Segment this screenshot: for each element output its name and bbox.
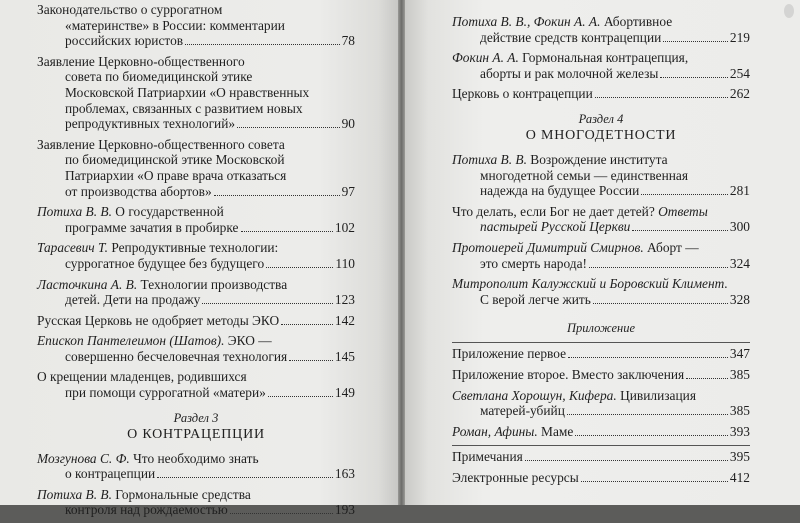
toc-entry-title: Цивилизация bbox=[616, 387, 696, 403]
toc-entry-text bbox=[452, 449, 523, 465]
leader-dots bbox=[281, 324, 333, 325]
page-number: 393 bbox=[729, 423, 750, 439]
toc-entry-text bbox=[452, 86, 593, 102]
toc-entry-title: пастырей Русской Церкви bbox=[480, 219, 631, 235]
book-gutter bbox=[398, 0, 405, 505]
toc-entry-line bbox=[452, 367, 750, 383]
toc-entry-line bbox=[452, 276, 750, 292]
toc-entry-title: Русская Церковь не одобряет методы ЭКО bbox=[37, 312, 280, 328]
leader-dots bbox=[632, 230, 728, 231]
toc-entry bbox=[37, 487, 355, 518]
toc-entry-line bbox=[37, 101, 355, 117]
toc-entry bbox=[452, 346, 750, 362]
toc-entry-text bbox=[65, 69, 252, 84]
page-shadow-mark bbox=[784, 4, 794, 18]
toc-entry-title: Гормональная контрацепция, bbox=[518, 50, 689, 66]
toc-entry-title: Гормональные средства bbox=[111, 486, 251, 502]
toc-entry-line bbox=[37, 349, 355, 365]
section-label: Раздел 3 bbox=[173, 410, 219, 425]
toc-entry bbox=[37, 137, 355, 199]
leader-dots bbox=[525, 460, 728, 461]
toc-left bbox=[37, 2, 355, 523]
toc-entry-title: от производства абортов» bbox=[65, 183, 212, 199]
toc-entries-group bbox=[37, 451, 355, 518]
page-number: 324 bbox=[729, 255, 750, 271]
toc-entries-group bbox=[452, 152, 750, 307]
toc-entry-author: Епископ Пантелеимон (Шатов). bbox=[37, 333, 225, 349]
leader-dots bbox=[568, 357, 728, 358]
toc-entry-text bbox=[37, 2, 222, 17]
toc-entry-title: «материнстве» в России: комментарии bbox=[65, 17, 285, 33]
toc-entry-text bbox=[65, 220, 239, 236]
toc-entry bbox=[37, 369, 355, 400]
toc-entry bbox=[452, 204, 750, 235]
toc-entry-author: Митрополит Калужский и Боровский Климент. bbox=[452, 276, 728, 292]
toc-entry-text bbox=[37, 451, 259, 466]
page-number: 385 bbox=[729, 403, 750, 419]
toc-entry bbox=[37, 204, 355, 235]
toc-entry-text bbox=[452, 388, 696, 403]
toc-entry-line bbox=[452, 152, 750, 168]
toc-entry-line bbox=[37, 240, 355, 256]
toc-entry-author: Ласточкина А. В. bbox=[37, 276, 138, 292]
toc-entry-text bbox=[37, 333, 272, 348]
page-number: 142 bbox=[334, 312, 355, 328]
toc-entry-line bbox=[37, 333, 355, 349]
toc-entry-title: С верой легче жить bbox=[480, 291, 591, 307]
toc-entry-line bbox=[452, 219, 750, 235]
toc-entry-text bbox=[480, 168, 688, 183]
toc-entry-line bbox=[452, 403, 750, 419]
appendix-label: Приложение bbox=[566, 321, 636, 336]
toc-entry-text bbox=[480, 403, 565, 419]
toc-entry-author: Светлана Хорошун, Кифера. bbox=[452, 387, 617, 403]
toc-entry-line bbox=[452, 449, 750, 465]
toc-entry-line bbox=[452, 30, 750, 46]
toc-entry-title: Приложение первое bbox=[452, 346, 567, 362]
toc-entry bbox=[452, 470, 750, 486]
toc-entry-text bbox=[37, 137, 285, 152]
toc-entry-line bbox=[37, 33, 355, 49]
page-number: 123 bbox=[334, 292, 355, 308]
toc-entries-group bbox=[37, 2, 355, 401]
toc-entry-title: Московской Патриархии «О нравственных bbox=[65, 84, 310, 100]
toc-entry-line bbox=[37, 116, 355, 132]
toc-entry-line bbox=[37, 152, 355, 168]
toc-entry-line bbox=[37, 385, 355, 401]
toc-entry-title: О крещении младенцев, родившихся bbox=[37, 369, 247, 385]
toc-entry bbox=[452, 14, 750, 45]
right-page bbox=[405, 0, 800, 505]
toc-entry-title: российских юристов bbox=[65, 33, 184, 49]
leader-dots bbox=[289, 360, 333, 361]
toc-entry-author: Потиха В. В. bbox=[37, 204, 112, 220]
toc-entry-title: Что необходимо знать bbox=[129, 450, 259, 466]
toc-entry-text bbox=[480, 219, 630, 235]
toc-entry-title: Электронные ресурсы bbox=[452, 469, 579, 485]
toc-entry-text bbox=[65, 184, 212, 200]
toc-entry-line bbox=[37, 220, 355, 236]
toc-entry-title: аборты и рак молочной железы bbox=[480, 65, 659, 81]
toc-entry-title: по биомедицинской этике Московской bbox=[65, 152, 285, 168]
toc-entry bbox=[452, 424, 750, 440]
toc-entry bbox=[37, 54, 355, 132]
page-number: 347 bbox=[729, 346, 750, 362]
toc-entry-text bbox=[37, 369, 247, 384]
toc-entry-line bbox=[37, 54, 355, 70]
toc-entry-line bbox=[452, 168, 750, 184]
toc-entry-text bbox=[480, 292, 591, 308]
toc-entry bbox=[37, 451, 355, 482]
toc-entry-text bbox=[37, 54, 245, 69]
toc-entry bbox=[37, 313, 355, 329]
page-number: 385 bbox=[729, 366, 750, 382]
toc-entry bbox=[452, 388, 750, 419]
toc-entry-title: репродуктивных технологий» bbox=[65, 116, 236, 132]
toc-entry-italic: Ответы bbox=[658, 203, 708, 219]
toc-entry-title: Примечания bbox=[452, 449, 523, 465]
leader-dots bbox=[157, 477, 333, 478]
leader-dots bbox=[241, 231, 333, 232]
page-number: 395 bbox=[729, 449, 750, 465]
page-number: 254 bbox=[729, 65, 750, 81]
toc-entry bbox=[452, 152, 750, 199]
toc-entry-text bbox=[65, 385, 266, 401]
toc-entry-text bbox=[480, 256, 587, 272]
toc-entry bbox=[452, 86, 750, 102]
leader-dots bbox=[237, 127, 340, 128]
leader-dots bbox=[595, 97, 728, 98]
toc-entry-line bbox=[452, 240, 750, 256]
toc-entry-title: суррогатное будущее без будущего bbox=[65, 255, 265, 271]
page-number: 149 bbox=[334, 385, 355, 401]
toc-entry-line bbox=[37, 256, 355, 272]
toc-entry-line bbox=[37, 137, 355, 153]
toc-right bbox=[452, 14, 750, 490]
toc-entry-title: при помощи суррогатной «матери» bbox=[65, 385, 266, 401]
section-label: Раздел 4 bbox=[578, 111, 624, 126]
toc-entry-text bbox=[452, 14, 672, 29]
leader-dots bbox=[660, 77, 728, 78]
page-number: 281 bbox=[729, 183, 750, 199]
leader-dots bbox=[686, 378, 728, 379]
toc-entry-line bbox=[37, 277, 355, 293]
leader-dots bbox=[575, 435, 728, 436]
toc-entry-title: Абортивное bbox=[600, 14, 673, 29]
toc-entry-text bbox=[452, 240, 699, 255]
toc-entry-text bbox=[452, 346, 566, 362]
toc-entries-group bbox=[452, 14, 750, 102]
toc-entry-line bbox=[37, 85, 355, 101]
toc-entry-title: Репродуктивные технологии: bbox=[107, 240, 279, 256]
toc-entry-line bbox=[452, 66, 750, 82]
toc-entry-title: это смерть народа! bbox=[480, 255, 587, 271]
toc-entry bbox=[452, 367, 750, 383]
page-number: 90 bbox=[341, 116, 355, 132]
toc-entry-text bbox=[65, 18, 285, 33]
toc-entry-line bbox=[452, 388, 750, 404]
toc-entry-line bbox=[37, 204, 355, 220]
page-number: 110 bbox=[335, 255, 355, 271]
toc-entry-text bbox=[65, 466, 155, 482]
toc-entry-text bbox=[65, 502, 228, 518]
toc-entry-title: Возрождение института bbox=[526, 151, 668, 167]
toc-entries-group bbox=[452, 346, 750, 439]
toc-entry-line bbox=[37, 487, 355, 503]
toc-entry bbox=[452, 449, 750, 465]
toc-entry bbox=[37, 333, 355, 364]
toc-entry-author: Протоиерей Димитрий Смирнов. bbox=[452, 239, 644, 255]
toc-entries-group bbox=[452, 449, 750, 485]
toc-entry-line bbox=[37, 292, 355, 308]
toc-entry bbox=[452, 240, 750, 271]
toc-entry-text bbox=[37, 204, 224, 219]
leader-dots bbox=[663, 41, 728, 42]
toc-entry-title: Маме bbox=[537, 423, 574, 439]
toc-entry-author: Тарасевич Т. bbox=[37, 240, 108, 256]
toc-entry-title: О государственной bbox=[111, 204, 224, 220]
toc-entry-title: Церковь о контрацепции bbox=[452, 86, 593, 102]
toc-entry-title: совершенно бесчеловечная технология bbox=[65, 348, 288, 364]
toc-entry-author: Роман, Афины. bbox=[452, 423, 538, 439]
toc-entry-title: Что делать, если Бог не дает детей? bbox=[452, 203, 659, 219]
toc-entry-line bbox=[37, 313, 355, 329]
toc-entry-text bbox=[452, 424, 573, 440]
toc-entry-title: Заявление Церковно-общественного совета bbox=[37, 136, 285, 152]
toc-entry-title: о контрацепции bbox=[65, 466, 156, 482]
toc-entry bbox=[452, 276, 750, 307]
toc-entry-line bbox=[37, 168, 355, 184]
toc-entry-text bbox=[65, 116, 235, 132]
toc-entry-author: Фокин А. А. bbox=[452, 50, 519, 66]
toc-entry-text bbox=[65, 349, 287, 365]
leader-dots bbox=[230, 513, 333, 514]
toc-entry-text bbox=[37, 277, 287, 292]
toc-entry-text bbox=[480, 183, 639, 199]
toc-entry-text bbox=[65, 256, 264, 272]
page-number: 328 bbox=[729, 291, 750, 307]
toc-entry-title: Заявление Церковно-общественного bbox=[37, 53, 245, 69]
toc-entry-line bbox=[37, 451, 355, 467]
toc-entry-title: Технологии производства bbox=[137, 276, 288, 292]
toc-entry-title: программе зачатия в пробирке bbox=[65, 219, 239, 235]
toc-entry-text bbox=[65, 168, 286, 183]
toc-entry-text bbox=[452, 367, 684, 383]
toc-entry-author: Потиха В. В., Фокин А. А. bbox=[452, 14, 601, 29]
toc-entry-text bbox=[37, 240, 278, 255]
toc-entry-line bbox=[452, 292, 750, 308]
leader-dots bbox=[214, 195, 340, 196]
toc-entry bbox=[37, 277, 355, 308]
toc-entry-text bbox=[480, 30, 661, 46]
page-number: 78 bbox=[341, 33, 355, 49]
toc-entry-text bbox=[37, 487, 251, 502]
toc-entry-line bbox=[452, 424, 750, 440]
toc-entry-title: совета по биомедицинской этике bbox=[65, 69, 253, 85]
toc-entry-text bbox=[452, 276, 728, 291]
toc-entry-text bbox=[37, 313, 279, 329]
toc-entry-title: действие средств контрацепции bbox=[480, 29, 662, 45]
toc-entry-text bbox=[452, 204, 708, 219]
leader-dots bbox=[202, 303, 333, 304]
toc-entry-title: контроля над рождаемостью bbox=[65, 502, 228, 518]
toc-entry-line bbox=[37, 184, 355, 200]
toc-entry-text bbox=[65, 152, 285, 167]
toc-entry-title: Аборт — bbox=[643, 239, 699, 255]
leader-dots bbox=[266, 267, 333, 268]
toc-entry-line bbox=[452, 346, 750, 362]
toc-entry-line bbox=[452, 14, 750, 30]
toc-entry-title: надежда на будущее России bbox=[480, 183, 640, 199]
toc-entry-author: Мозгунова С. Ф. bbox=[37, 450, 130, 466]
toc-entry-title: матерей-убийц bbox=[480, 403, 565, 419]
toc-entry-line bbox=[452, 86, 750, 102]
toc-entry-text bbox=[480, 66, 658, 82]
toc-entry-title: Патриархии «О праве врача отказаться bbox=[65, 167, 287, 183]
page-number: 97 bbox=[341, 183, 355, 199]
toc-entry-line bbox=[452, 256, 750, 272]
toc-entry-line bbox=[37, 502, 355, 518]
toc-entry-title: детей. Дети на продажу bbox=[65, 292, 201, 308]
section-title: О МНОГОДЕТНОСТИ bbox=[525, 127, 677, 143]
page-number: 412 bbox=[729, 469, 750, 485]
toc-entry-line bbox=[37, 466, 355, 482]
toc-entry-text bbox=[452, 50, 688, 65]
toc-entry-title: ЭКО — bbox=[224, 333, 272, 349]
toc-entry-title: проблемах, связанных с развитием новых bbox=[65, 100, 303, 116]
page-number: 163 bbox=[334, 466, 355, 482]
leader-dots bbox=[567, 414, 728, 415]
toc-entry-line bbox=[37, 369, 355, 385]
divider bbox=[452, 342, 750, 343]
page-number: 193 bbox=[334, 502, 355, 518]
toc-entry-line bbox=[37, 2, 355, 18]
page-number: 102 bbox=[334, 219, 355, 235]
section-title: О КОНТРАЦЕПЦИИ bbox=[127, 426, 265, 442]
leader-dots bbox=[641, 194, 728, 195]
toc-entry-text bbox=[65, 85, 309, 100]
toc-entry bbox=[37, 240, 355, 271]
toc-entry-line bbox=[452, 50, 750, 66]
toc-entry-line bbox=[452, 204, 750, 220]
toc-entry-author: Потиха В. В. bbox=[37, 486, 112, 502]
leader-dots bbox=[589, 267, 728, 268]
toc-entry-line bbox=[452, 470, 750, 486]
toc-entry-line bbox=[37, 18, 355, 34]
page-number: 145 bbox=[334, 348, 355, 364]
leader-dots bbox=[581, 481, 728, 482]
toc-entry-author: Потиха В. В. bbox=[452, 151, 527, 167]
leader-dots bbox=[593, 303, 728, 304]
toc-entry-line bbox=[37, 69, 355, 85]
toc-entry-title: Приложение второе. Вместо заключения bbox=[452, 366, 685, 382]
leader-dots bbox=[185, 44, 340, 45]
toc-entry-title: многодетной семьи — единственная bbox=[480, 167, 688, 183]
toc-entry-text bbox=[452, 152, 668, 167]
page-number: 262 bbox=[729, 86, 750, 102]
page-number: 300 bbox=[729, 219, 750, 235]
page-number: 219 bbox=[729, 29, 750, 45]
divider bbox=[452, 445, 750, 446]
toc-entry-title: Законодательство о суррогатном bbox=[37, 2, 223, 17]
toc-entry-text bbox=[65, 33, 183, 49]
toc-entry-line bbox=[452, 183, 750, 199]
left-page bbox=[0, 0, 398, 518]
toc-entry bbox=[452, 50, 750, 81]
leader-dots bbox=[268, 396, 333, 397]
toc-entry-text bbox=[452, 470, 579, 486]
toc-entry-text bbox=[65, 101, 303, 116]
toc-entry bbox=[37, 2, 355, 49]
toc-entry-text bbox=[65, 292, 200, 308]
